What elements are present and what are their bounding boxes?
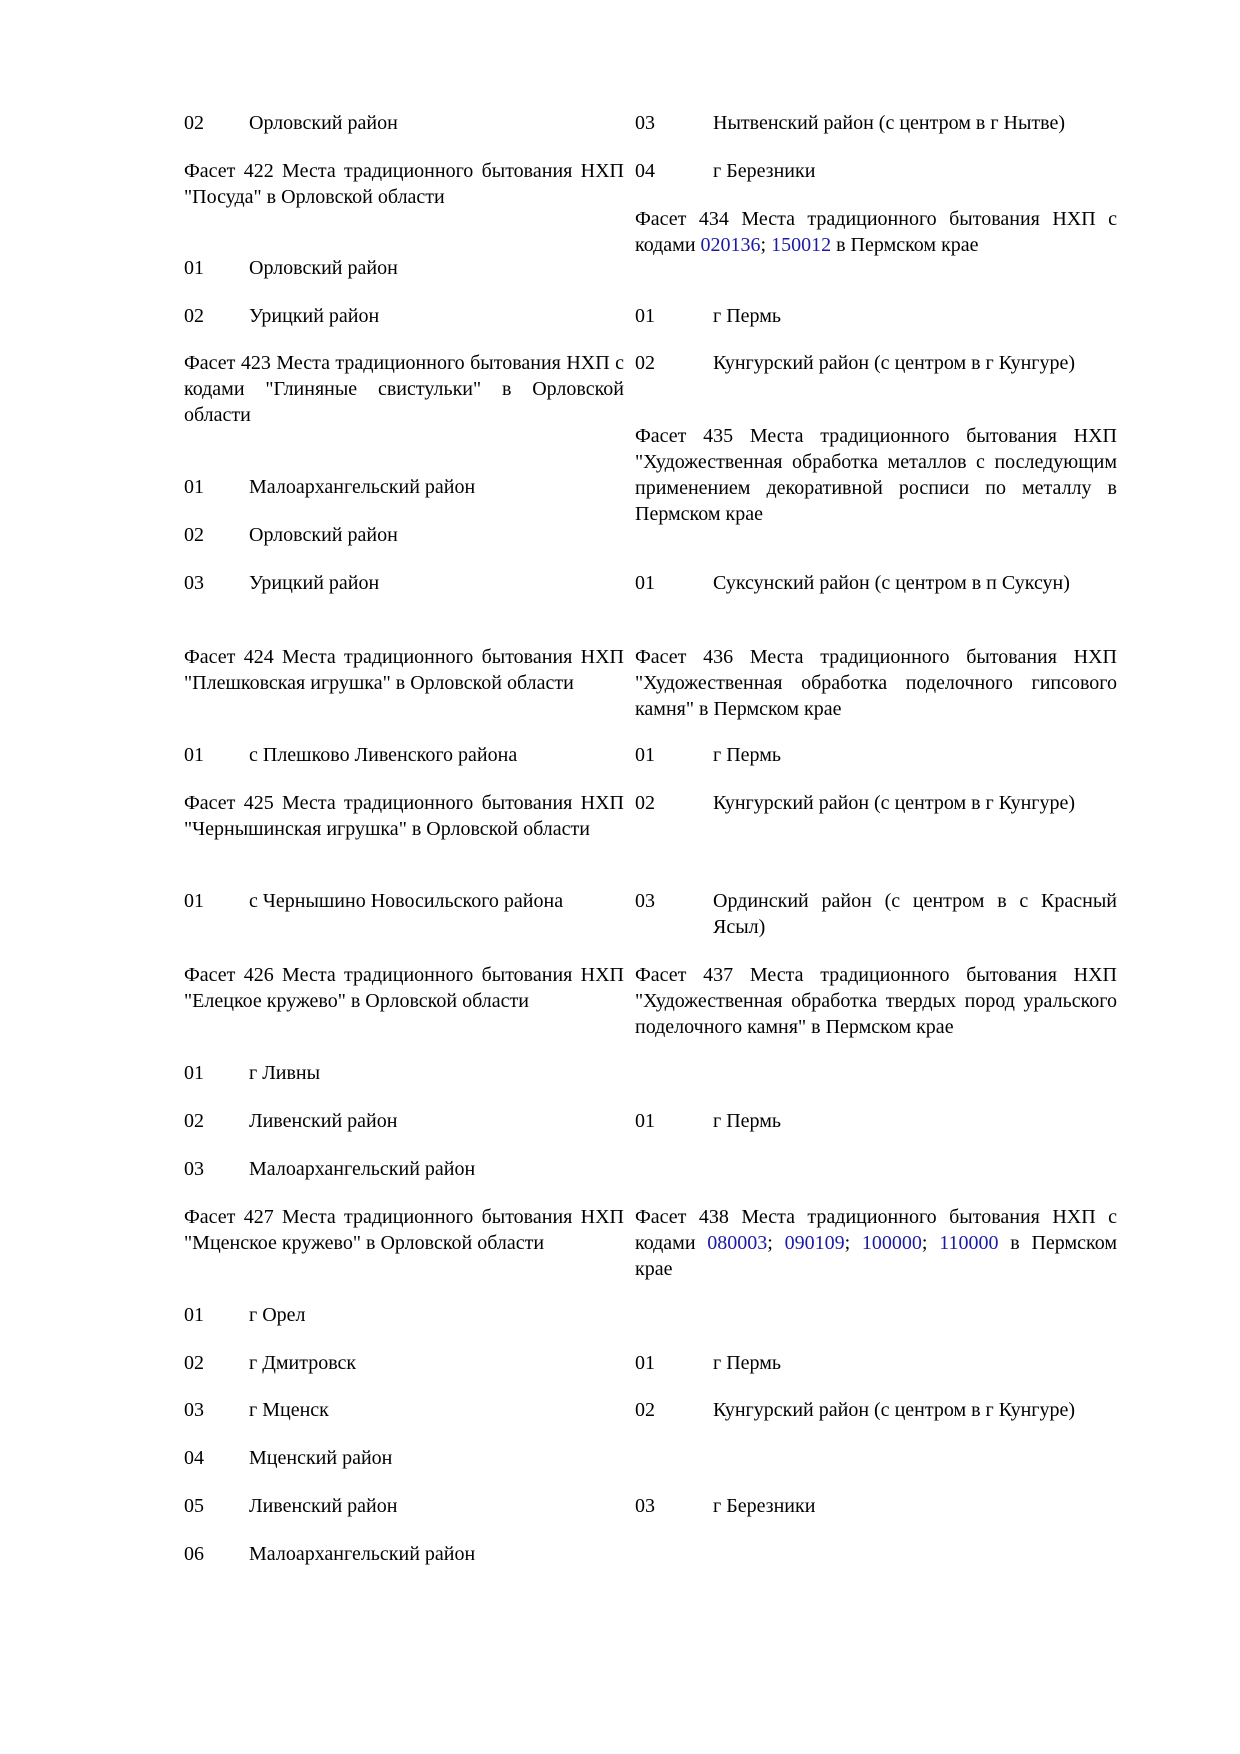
entry-label: Орловский район xyxy=(249,257,398,279)
entry-code: 01 xyxy=(635,1352,655,1374)
facet-text: Фасет 434 Места традиционного бытования НХП с кодами xyxy=(635,208,1117,256)
entry-label: с Чернышино Новосильского района xyxy=(249,890,564,912)
code-link[interactable]: 020136 xyxy=(700,234,761,256)
facet-heading: Фасет 427 Места традиционного бытования НХП "Мценское кружево" в Орловской области xyxy=(184,1206,624,1254)
entry-label: Орловский район xyxy=(249,524,398,546)
entry-label: г Орел xyxy=(249,1304,306,1326)
classifier-entry xyxy=(635,570,1117,596)
entry-label: Ординский район (с центром в с Красный Ясыл) xyxy=(713,890,1117,938)
entry-label: Мценский район xyxy=(249,1447,393,1469)
entry-label: г Березники xyxy=(713,160,816,182)
entry-code: 01 xyxy=(184,890,204,912)
entry-code: 01 xyxy=(635,744,655,766)
entry-code: 02 xyxy=(635,352,655,374)
classifier-entry xyxy=(635,742,1117,768)
entry-code: 04 xyxy=(635,160,655,182)
facet-text: ; xyxy=(760,234,772,256)
entry-code: 06 xyxy=(184,1543,204,1565)
entry-code: 02 xyxy=(184,112,204,134)
entry-code: 03 xyxy=(635,890,655,912)
classifier-entry xyxy=(635,1493,1117,1519)
entry-label: Малоархангельский район xyxy=(249,1158,476,1180)
classifier-entry xyxy=(184,1060,624,1086)
classifier-entry xyxy=(184,474,624,500)
facet-text: ; xyxy=(844,1232,862,1254)
classifier-entry xyxy=(184,303,624,329)
entry-label: Урицкий район xyxy=(249,305,380,327)
classifier-entry xyxy=(184,1108,624,1134)
entry-label: г Пермь xyxy=(713,744,781,766)
entry-code: 02 xyxy=(635,1399,655,1421)
facet-heading: Фасет 424 Места традиционного бытования НХП "Плешковская игрушка" в Орловской области xyxy=(184,646,624,694)
entry-code: 01 xyxy=(184,257,204,279)
entry-label: Малоархангельский район xyxy=(249,476,476,498)
classifier-entry xyxy=(184,1493,624,1519)
facet-text: ; xyxy=(767,1232,785,1254)
entry-code: 02 xyxy=(635,792,655,814)
classifier-entry xyxy=(635,1108,1117,1134)
facet-text: Фасет 438 Места традиционного бытования НХП с кодами xyxy=(635,1206,1117,1254)
classifier-entry xyxy=(184,1350,624,1376)
classifier-entry xyxy=(184,570,624,596)
entry-code: 03 xyxy=(184,1158,204,1180)
classifier-entry xyxy=(635,350,1117,376)
facet-text: в Пермском крае xyxy=(635,1232,1117,1280)
entry-label: Кунгурский район (с центром в г Кунгуре) xyxy=(713,352,1076,374)
entry-code: 01 xyxy=(635,305,655,327)
entry-code: 01 xyxy=(184,1304,204,1326)
left-column xyxy=(184,0,624,1754)
classifier-entry xyxy=(635,1397,1117,1423)
facet-heading: Фасет 436 Места традиционного бытования НХП "Художественная обработка поделочного гипсового камня" в Пермском крае xyxy=(635,646,1117,720)
entry-code: 02 xyxy=(184,1352,204,1374)
classifier-entry xyxy=(184,1445,624,1471)
facet-heading: Фасет 425 Места традиционного бытования НХП "Чернышинская игрушка" в Орловской области xyxy=(184,792,624,840)
entry-code: 02 xyxy=(184,305,204,327)
entry-code: 02 xyxy=(184,524,204,546)
entry-code: 01 xyxy=(184,1062,204,1084)
classifier-entry xyxy=(184,110,624,136)
classifier-entry xyxy=(635,790,1117,816)
entry-code: 05 xyxy=(184,1495,204,1517)
classifier-entry xyxy=(184,888,624,914)
entry-label: Орловский район xyxy=(249,112,398,134)
classifier-entry xyxy=(184,1302,624,1328)
entry-code: 02 xyxy=(184,1110,204,1132)
facet-heading: Фасет 437 Места традиционного бытования НХП "Художественная обработка твердых пород уральского поделочного камня" в Пермском крае xyxy=(635,964,1117,1038)
classifier-entry xyxy=(635,158,1117,184)
classifier-entry xyxy=(635,1350,1117,1376)
entry-code: 04 xyxy=(184,1447,204,1469)
entry-code: 03 xyxy=(184,1399,204,1421)
entry-label: г Пермь xyxy=(713,305,781,327)
entry-label: г Березники xyxy=(713,1495,816,1517)
entry-code: 03 xyxy=(635,112,655,134)
classifier-entry xyxy=(184,1397,624,1423)
facet-heading xyxy=(635,1204,1117,1282)
facet-heading: Фасет 435 Места традиционного бытования НХП "Художественная обработка металлов с последующим применением декоративной росписи по металлу в Пермском крае xyxy=(635,425,1117,525)
facet-heading xyxy=(635,206,1117,258)
entry-label: Кунгурский район (с центром в г Кунгуре) xyxy=(713,1399,1076,1421)
entry-label: с Плешково Ливенского района xyxy=(249,744,518,766)
classifier-entry xyxy=(184,255,624,281)
code-link[interactable]: 100000 xyxy=(861,1232,922,1254)
entry-label: г Мценск xyxy=(249,1399,329,1421)
entry-code: 03 xyxy=(635,1495,655,1517)
entry-label: Ливенский район xyxy=(249,1110,398,1132)
entry-label: г Пермь xyxy=(713,1110,781,1132)
facet-heading: Фасет 423 Места традиционного бытования НХП с кодами "Глиняные свистульки" в Орловской области xyxy=(184,352,624,426)
classifier-entry xyxy=(184,742,624,768)
entry-label: Нытвенский район (с центром в г Нытве) xyxy=(713,112,1066,134)
entry-label: г Пермь xyxy=(713,1352,781,1374)
code-link[interactable]: 110000 xyxy=(939,1232,999,1254)
facet-heading: Фасет 422 Места традиционного бытования НХП "Посуда" в Орловской области xyxy=(184,160,624,208)
entry-code: 01 xyxy=(635,1110,655,1132)
entry-label: Суксунский район (с центром в п Суксун) xyxy=(713,572,1070,594)
facet-text: в Пермском крае xyxy=(831,234,979,256)
entry-label: г Ливны xyxy=(249,1062,321,1084)
right-column xyxy=(635,0,1117,1754)
classifier-entry xyxy=(635,110,1117,136)
entry-label: Кунгурский район (с центром в г Кунгуре) xyxy=(713,792,1076,814)
classifier-entry xyxy=(184,522,624,548)
entry-label: Малоархангельский район xyxy=(249,1543,476,1565)
code-link[interactable]: 080003 xyxy=(707,1232,768,1254)
facet-heading: Фасет 426 Места традиционного бытования НХП "Елецкое кружево" в Орловской области xyxy=(184,964,624,1012)
entry-code: 01 xyxy=(635,572,655,594)
entry-code: 01 xyxy=(184,476,204,498)
entry-label: Ливенский район xyxy=(249,1495,398,1517)
code-link[interactable]: 090109 xyxy=(784,1232,845,1254)
entry-code: 01 xyxy=(184,744,204,766)
facet-text: ; xyxy=(921,1232,940,1254)
entry-label: г Дмитровск xyxy=(249,1352,357,1374)
entry-label: Урицкий район xyxy=(249,572,380,594)
classifier-entry xyxy=(635,888,1117,940)
classifier-entry xyxy=(184,1156,624,1182)
classifier-entry xyxy=(635,303,1117,329)
entry-code: 03 xyxy=(184,572,204,594)
classifier-entry xyxy=(184,1541,624,1567)
code-link[interactable]: 150012 xyxy=(771,234,832,256)
